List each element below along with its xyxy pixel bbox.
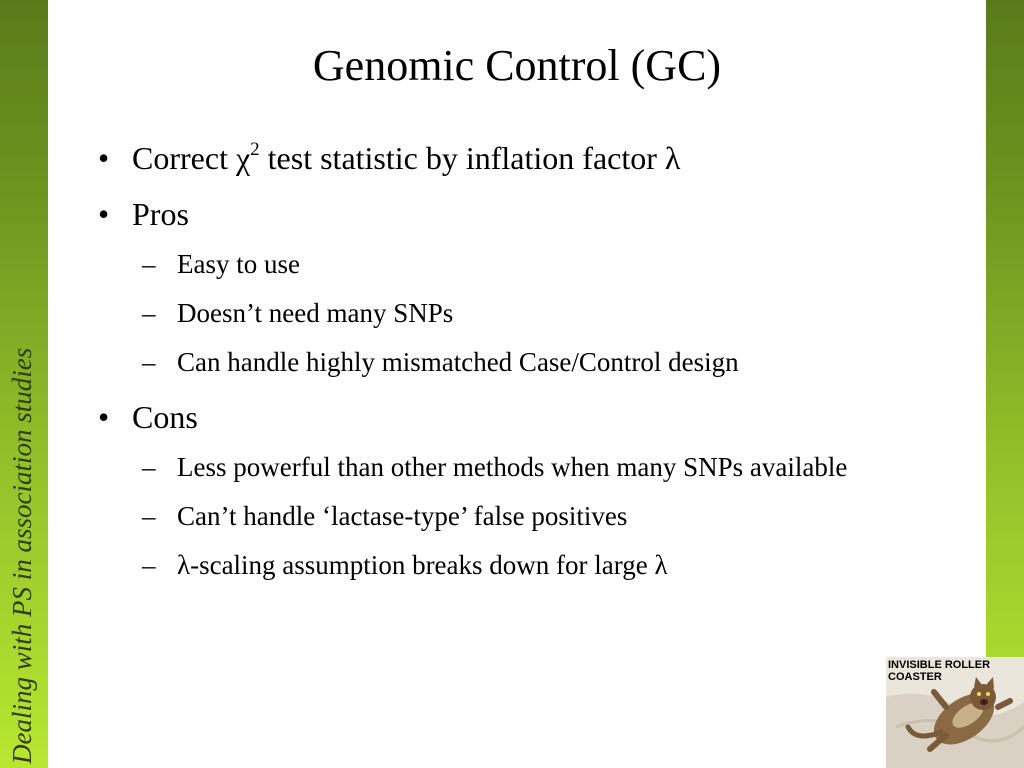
dash-marker: – — [142, 298, 156, 328]
cat-eye-left — [977, 692, 981, 696]
cat-mouth — [980, 699, 988, 705]
bullet-marker: • — [98, 196, 110, 232]
left-decorative-bar — [0, 0, 48, 768]
bullet-item-cons — [96, 395, 976, 439]
sub-bullet-item — [96, 346, 976, 379]
sub-bullet-text: Can’t handle ‘lactase-type’ false positives — [177, 501, 628, 531]
bullet-label: Pros — [132, 196, 189, 232]
bullet-marker: • — [98, 140, 110, 176]
cons-sublist — [96, 451, 976, 582]
pros-sublist — [96, 248, 976, 379]
dash-marker: – — [142, 501, 156, 531]
chi-symbol: χ — [235, 140, 251, 176]
slide-title: Genomic Control (GC) — [312, 41, 722, 90]
sub-bullet-item — [96, 248, 976, 281]
sub-bullet-item — [96, 451, 976, 484]
bullet-list — [96, 136, 976, 598]
dash-marker: – — [142, 550, 156, 580]
bullet-text-suffix: test statistic by inflation factor λ — [259, 140, 681, 176]
right-decorative-bar — [986, 0, 1024, 768]
cat-photo — [886, 657, 1024, 768]
side-caption: Dealing with PS in association studies — [7, 347, 37, 764]
sub-bullet-text: Easy to use — [177, 249, 300, 279]
sub-bullet-item — [96, 549, 976, 582]
cat-eye-right — [986, 692, 990, 696]
sub-bullet-text: λ-scaling assumption breaks down for large λ — [177, 550, 668, 580]
dash-marker: – — [142, 452, 156, 482]
photo-caption: INVISIBLE ROLLER COASTER — [888, 659, 991, 683]
dash-marker: – — [142, 249, 156, 279]
bullet-item-pros — [96, 192, 976, 236]
sub-bullet-text: Doesn’t need many SNPs — [177, 298, 454, 328]
sub-bullet-item — [96, 500, 976, 533]
bullet-label: Cons — [132, 399, 198, 435]
sub-bullet-text: Can handle highly mismatched Case/Control design — [177, 347, 739, 377]
bullet-text-prefix: Correct — [132, 140, 236, 176]
bullet-item — [96, 136, 976, 180]
superscript: 2 — [250, 139, 260, 160]
sub-bullet-item — [96, 297, 976, 330]
sub-bullet-text: Less powerful than other methods when many SNPs available — [177, 452, 848, 482]
bullet-marker: • — [98, 399, 110, 435]
dash-marker: – — [142, 347, 156, 377]
